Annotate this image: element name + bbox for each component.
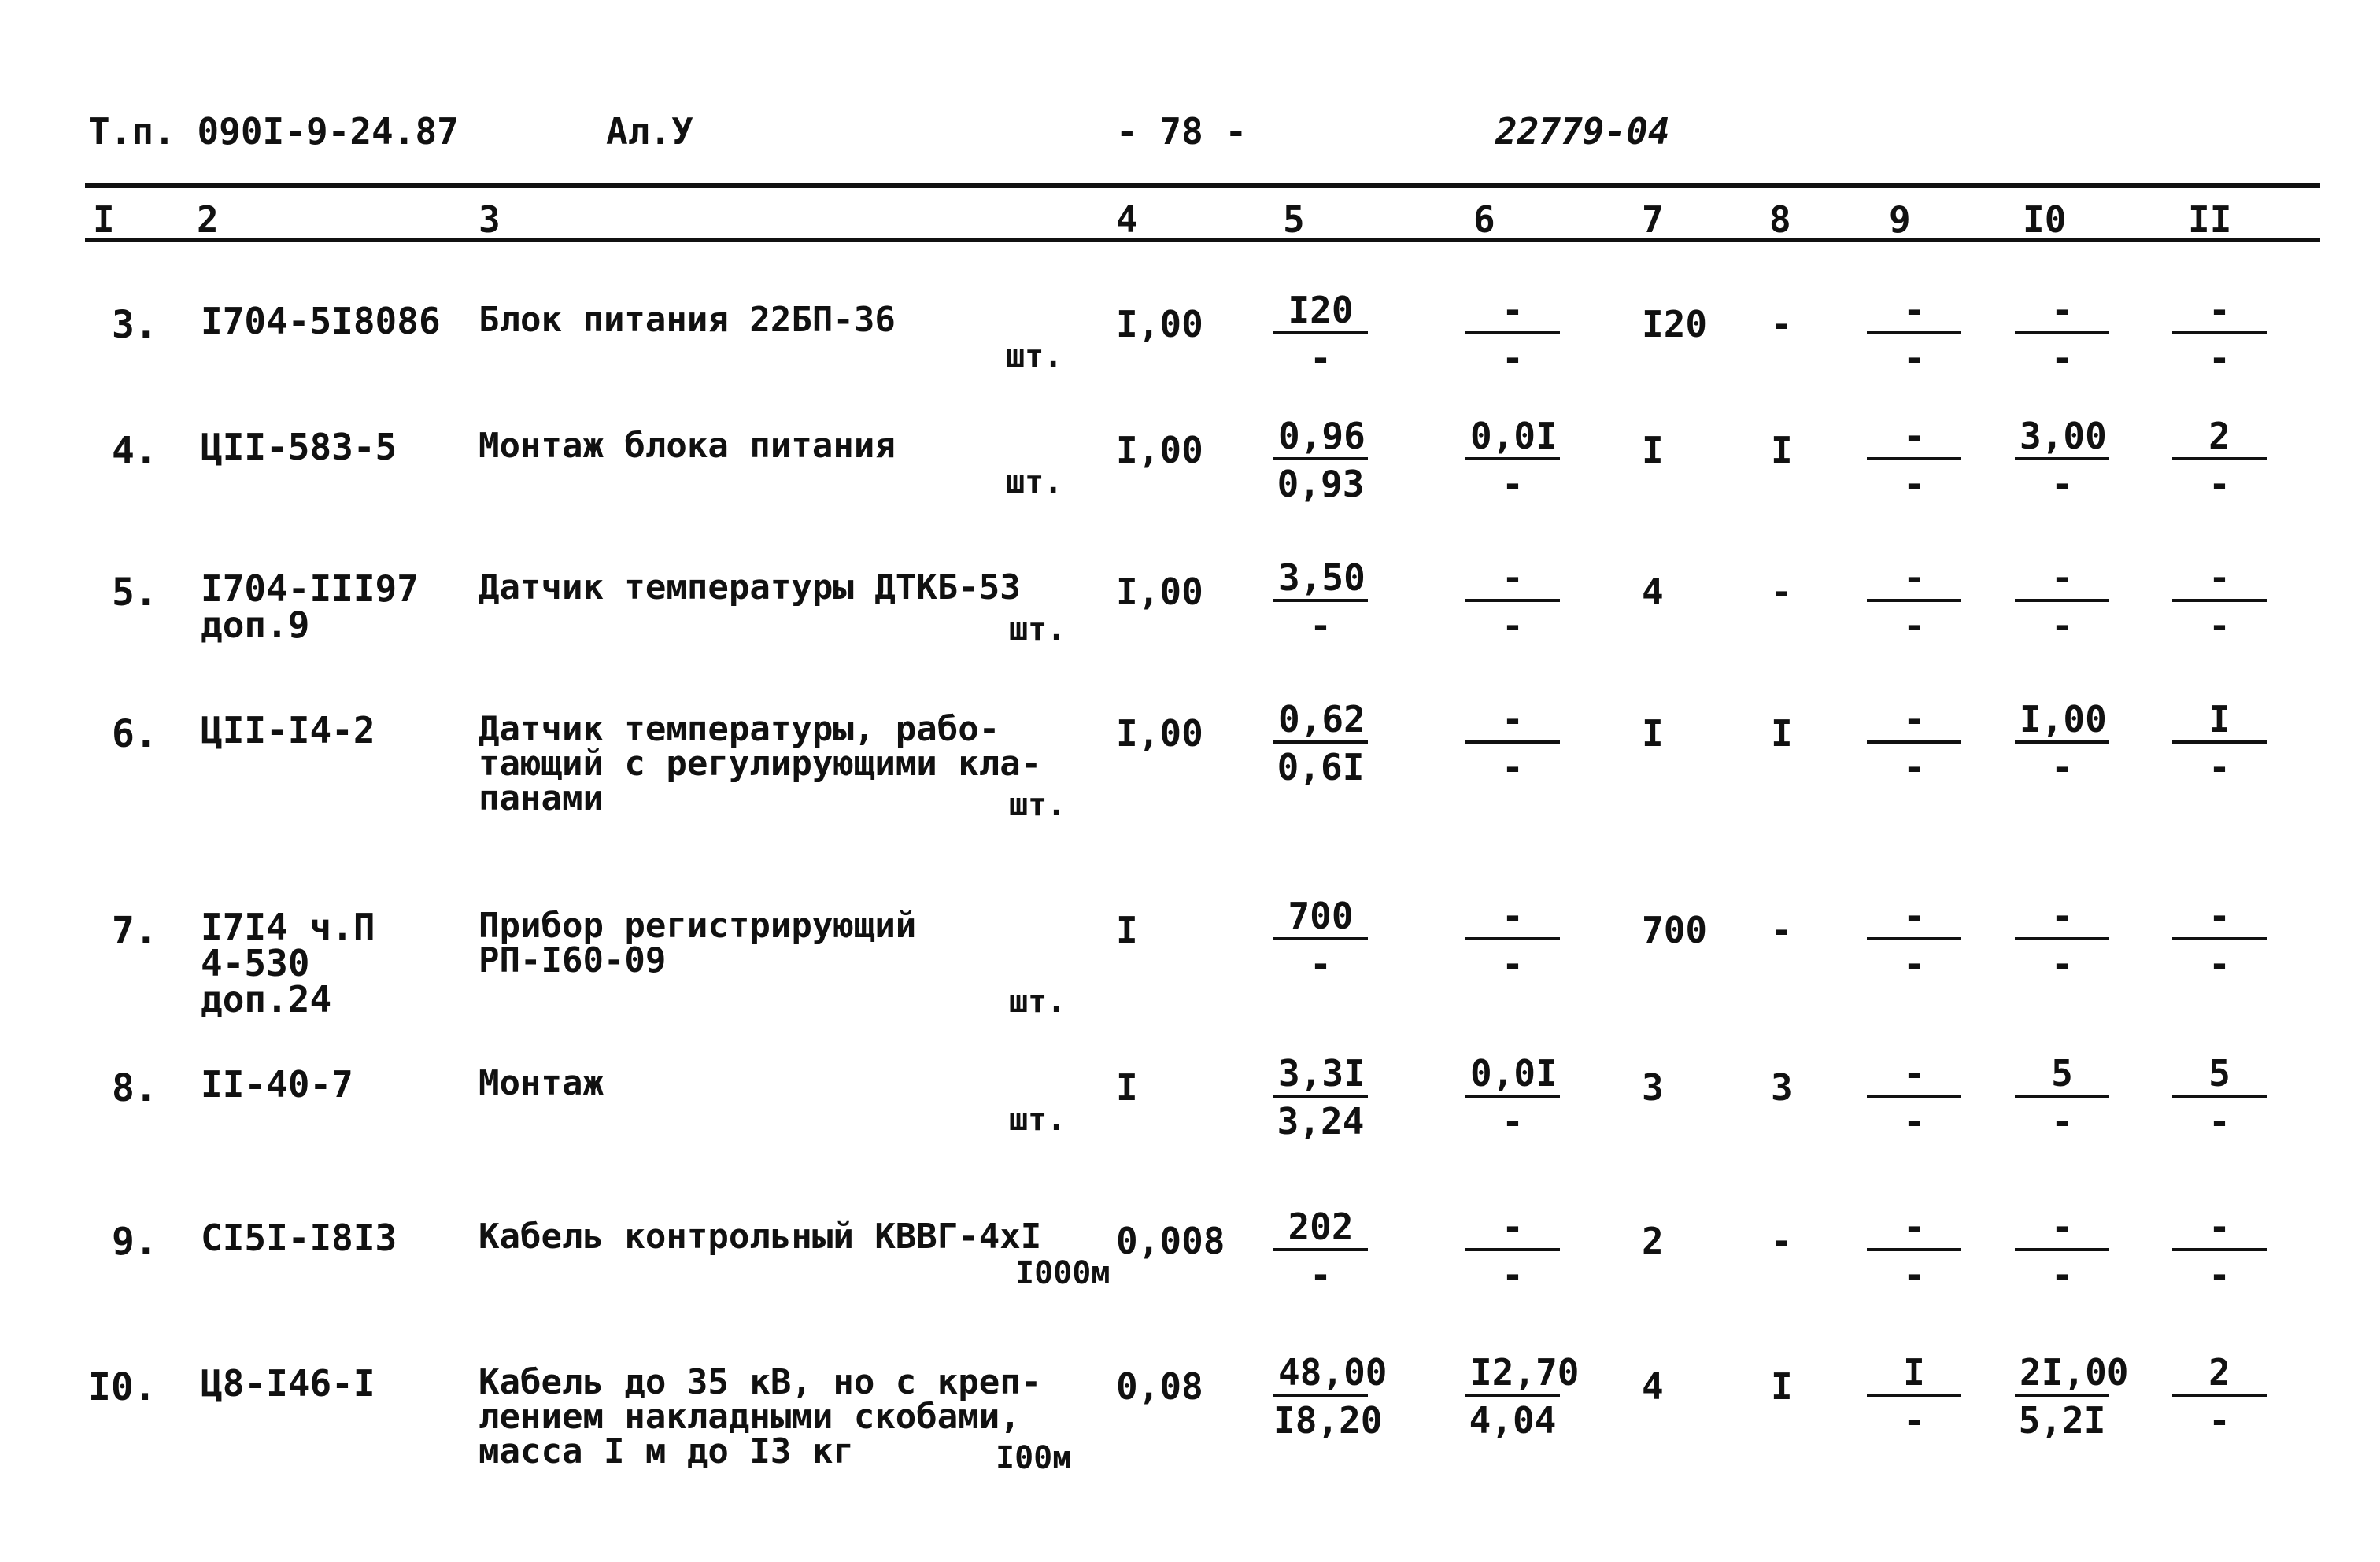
col9-value (1867, 698, 1961, 791)
col5-value-numerator: 0,96 (1273, 415, 1368, 460)
header-rule-bottom (85, 238, 2320, 242)
col11-value-numerator: 2 (2172, 415, 2267, 460)
header-rule-top (85, 183, 2320, 188)
col10-value-denominator: 5,2I (2018, 1399, 2106, 1442)
col11-value (2172, 556, 2267, 649)
col10-value-numerator: 5 (2015, 1052, 2109, 1098)
col9-value-denominator: - (1903, 337, 1925, 379)
column-number: 5 (1283, 198, 1305, 241)
col6-value-denominator: - (1502, 746, 1524, 788)
col9-value-denominator: - (1903, 1100, 1925, 1143)
col10-value-denominator: - (2051, 943, 2073, 985)
item-description: лением накладными скобами, (479, 1397, 1021, 1437)
col9-value (1867, 415, 1961, 508)
col11-value-numerator: - (2172, 1206, 2267, 1251)
doc-reference: Т.п. 090I-9-24.87 (88, 110, 459, 153)
col11-value (2172, 895, 2267, 988)
col6-value-denominator: 4,04 (1469, 1399, 1557, 1442)
col5-value (1273, 556, 1368, 649)
col6-value-denominator: - (1502, 1100, 1524, 1143)
album-number: Ал.У (606, 110, 693, 153)
col5-value (1273, 698, 1368, 791)
unit-of-measure: шт. (1009, 1102, 1066, 1138)
col5-value-denominator: - (1310, 943, 1332, 985)
resource-code: II-40-7 (201, 1063, 353, 1106)
col7-value: 2 (1642, 1220, 1664, 1262)
col7-value: I (1642, 429, 1664, 471)
col9-value-denominator: - (1903, 604, 1925, 647)
col9-value (1867, 1206, 1961, 1298)
quantity: I,00 (1116, 429, 1203, 471)
col10-value (2015, 1351, 2129, 1444)
col8-value: - (1771, 571, 1793, 613)
col6-value-numerator: - (1465, 556, 1560, 602)
quantity: I,00 (1116, 712, 1203, 755)
col11-value (2172, 289, 2267, 382)
quantity: I (1116, 1066, 1138, 1109)
column-number: 3 (479, 198, 501, 241)
col6-value-numerator: - (1465, 895, 1560, 940)
col11-value (2172, 1351, 2267, 1444)
resource-code: ЦII-583-5 (201, 426, 397, 468)
col11-value (2172, 1052, 2267, 1145)
resource-code: доп.24 (201, 978, 332, 1021)
column-number: II (2188, 198, 2232, 241)
col7-value: 700 (1642, 909, 1708, 951)
col7-value: 4 (1642, 1365, 1664, 1408)
col11-value (2172, 1206, 2267, 1298)
column-number: 8 (1769, 198, 1791, 241)
col5-value-numerator: I20 (1273, 289, 1368, 334)
col8-value: - (1771, 303, 1793, 345)
item-description: Монтаж (479, 1063, 604, 1103)
col6-value-numerator: - (1465, 698, 1560, 744)
col5-value-numerator: 3,3I (1273, 1052, 1368, 1098)
col11-value (2172, 698, 2267, 791)
resource-code: CI5I-I8I3 (201, 1217, 397, 1259)
col6-value (1465, 698, 1560, 791)
col10-value-denominator: - (2051, 337, 2073, 379)
col9-value-numerator: - (1867, 1052, 1961, 1098)
column-number: 6 (1473, 198, 1495, 241)
col11-value-numerator: - (2172, 556, 2267, 602)
col10-value-numerator: - (2015, 895, 2109, 940)
col5-value (1273, 1351, 1388, 1444)
row-number: 3. (112, 303, 157, 347)
col6-value-denominator: - (1502, 604, 1524, 647)
row-number: 4. (112, 429, 157, 473)
quantity: I,00 (1116, 303, 1203, 345)
col8-value: I (1771, 429, 1793, 471)
col6-value (1465, 556, 1560, 649)
item-description: масса I м до I3 кг (479, 1431, 854, 1472)
col10-value-numerator: 3,00 (2015, 415, 2109, 460)
column-number: 7 (1642, 198, 1664, 241)
col5-value-denominator: - (1310, 337, 1332, 379)
col9-value (1867, 895, 1961, 988)
col10-value-numerator: I,00 (2015, 698, 2109, 744)
col6-value-denominator: - (1502, 1254, 1524, 1296)
resource-code: I704-III97 (201, 567, 419, 610)
col9-value (1867, 556, 1961, 649)
col8-value: - (1771, 909, 1793, 951)
col8-value: - (1771, 1220, 1793, 1262)
col6-value-denominator: - (1502, 337, 1524, 379)
col9-value-numerator: I (1867, 1351, 1961, 1397)
col10-value-denominator: - (2051, 604, 2073, 647)
col7-value: 3 (1642, 1066, 1664, 1109)
col9-value-numerator: - (1867, 556, 1961, 602)
quantity: I,00 (1116, 571, 1203, 613)
resource-code: ЦII-I4-2 (201, 709, 375, 751)
unit-of-measure: шт. (1009, 611, 1066, 648)
col6-value-denominator: - (1502, 943, 1524, 985)
row-number: 8. (112, 1066, 157, 1110)
col11-value-numerator: 2 (2172, 1351, 2267, 1397)
col9-value-numerator: - (1867, 698, 1961, 744)
col6-value-denominator: - (1502, 463, 1524, 505)
row-number: I0. (88, 1365, 157, 1409)
col9-value-numerator: - (1867, 415, 1961, 460)
unit-of-measure: шт. (1009, 984, 1066, 1020)
col11-value-denominator: - (2208, 604, 2230, 647)
col10-value-numerator: 2I,00 (2015, 1351, 2109, 1397)
col5-value (1273, 415, 1368, 508)
resource-code: I704-5I8086 (201, 300, 441, 342)
item-description: тающий с регулирующими кла- (479, 744, 1042, 784)
col6-value (1465, 289, 1560, 382)
page-number: - 78 - (1116, 110, 1247, 153)
item-description: Датчик температуры, рабо- (479, 709, 1000, 749)
col10-value-numerator: - (2015, 556, 2109, 602)
item-description: панами (479, 778, 604, 818)
col7-value: I20 (1642, 303, 1708, 345)
unit-of-measure: шт. (1006, 338, 1063, 375)
col6-value-numerator: 0,0I (1465, 415, 1560, 460)
col9-value-numerator: - (1867, 1206, 1961, 1251)
col6-value-numerator: - (1465, 289, 1560, 334)
item-description: Монтаж блока питания (479, 426, 896, 466)
unit-of-measure: I000м (1015, 1255, 1111, 1291)
col10-value (2015, 289, 2109, 382)
col8-value: 3 (1771, 1066, 1793, 1109)
col9-value-numerator: - (1867, 289, 1961, 334)
col5-value-numerator: 700 (1273, 895, 1368, 940)
resource-code: 4-530 (201, 942, 310, 984)
col10-value (2015, 415, 2109, 508)
col5-value-numerator: 3,50 (1273, 556, 1368, 602)
col9-value (1867, 1052, 1961, 1145)
col8-value: I (1771, 1365, 1793, 1408)
col11-value (2172, 415, 2267, 508)
col10-value-denominator: - (2051, 746, 2073, 788)
col6-value (1465, 1206, 1560, 1298)
col7-value: I (1642, 712, 1664, 755)
col11-value-denominator: - (2208, 1254, 2230, 1296)
col10-value (2015, 1206, 2109, 1298)
unit-of-measure: шт. (1006, 464, 1063, 500)
row-number: 5. (112, 571, 157, 615)
resource-code: Ц8-I46-I (201, 1362, 375, 1405)
col9-value-denominator: - (1903, 943, 1925, 985)
col6-value-numerator: - (1465, 1206, 1560, 1251)
col6-value (1465, 415, 1560, 508)
col6-value (1465, 1351, 1580, 1444)
col6-value-numerator: 0,0I (1465, 1052, 1560, 1098)
col7-value: 4 (1642, 571, 1664, 613)
item-description: Кабель до 35 кВ, но с креп- (479, 1362, 1042, 1402)
col10-value-denominator: - (2051, 463, 2073, 505)
resource-code: I7I4 ч.П (201, 906, 375, 948)
col9-value-denominator: - (1903, 1254, 1925, 1296)
col9-value (1867, 289, 1961, 382)
col8-value: I (1771, 712, 1793, 755)
col5-value (1273, 1206, 1368, 1298)
col6-value-numerator: I2,70 (1465, 1351, 1560, 1397)
unit-of-measure: I00м (996, 1440, 1072, 1476)
row-number: 6. (112, 712, 157, 756)
item-description: Блок питания 22БП-36 (479, 300, 896, 340)
quantity: I (1116, 909, 1138, 951)
col9-value-denominator: - (1903, 1399, 1925, 1442)
col5-value-denominator: - (1310, 1254, 1332, 1296)
col11-value-denominator: - (2208, 337, 2230, 379)
col11-value-denominator: - (2208, 1399, 2230, 1442)
col11-value-numerator: - (2172, 895, 2267, 940)
item-description: Прибор регистрирующий (479, 906, 917, 946)
col10-value (2015, 1052, 2109, 1145)
col9-value (1867, 1351, 1961, 1444)
col5-value-numerator: 0,62 (1273, 698, 1368, 744)
col11-value-denominator: - (2208, 746, 2230, 788)
col10-value-numerator: - (2015, 1206, 2109, 1251)
col9-value-numerator: - (1867, 895, 1961, 940)
sheet-code: 22779-04 (1495, 110, 1670, 153)
item-description: Кабель контрольный КВВГ-4хI (479, 1217, 1042, 1257)
resource-code: доп.9 (201, 604, 310, 646)
col5-value-denominator: - (1310, 604, 1332, 647)
column-number: I (93, 198, 115, 241)
col10-value-denominator: - (2051, 1254, 2073, 1296)
column-number: 9 (1889, 198, 1911, 241)
col11-value-denominator: - (2208, 1100, 2230, 1143)
quantity: 0,008 (1116, 1220, 1225, 1262)
column-number: I0 (2023, 198, 2067, 241)
col5-value-denominator: 3,24 (1277, 1100, 1365, 1143)
col10-value (2015, 895, 2109, 988)
col6-value (1465, 1052, 1560, 1145)
col5-value (1273, 895, 1368, 988)
item-description: Датчик температуры ДТКБ-53 (479, 567, 1021, 607)
col11-value-denominator: - (2208, 943, 2230, 985)
col5-value-denominator: 0,93 (1277, 463, 1365, 505)
col11-value-denominator: - (2208, 463, 2230, 505)
unit-of-measure: шт. (1009, 787, 1066, 823)
col5-value-denominator: I8,20 (1273, 1399, 1383, 1442)
col10-value-numerator: - (2015, 289, 2109, 334)
col5-value-denominator: 0,6I (1277, 746, 1365, 788)
row-number: 9. (112, 1220, 157, 1264)
col11-value-numerator: 5 (2172, 1052, 2267, 1098)
quantity: 0,08 (1116, 1365, 1203, 1408)
row-number: 7. (112, 909, 157, 953)
col10-value (2015, 698, 2109, 791)
column-number: 4 (1116, 198, 1138, 241)
col10-value-denominator: - (2051, 1100, 2073, 1143)
col6-value (1465, 895, 1560, 988)
col11-value-numerator: I (2172, 698, 2267, 744)
col11-value-numerator: - (2172, 289, 2267, 334)
col5-value-numerator: 202 (1273, 1206, 1368, 1251)
col5-value-numerator: 48,00 (1273, 1351, 1368, 1397)
item-description: РП-I60-09 (479, 940, 667, 980)
col5-value (1273, 1052, 1368, 1145)
col10-value (2015, 556, 2109, 649)
col5-value (1273, 289, 1368, 382)
col9-value-denominator: - (1903, 746, 1925, 788)
column-number: 2 (197, 198, 219, 241)
col9-value-denominator: - (1903, 463, 1925, 505)
